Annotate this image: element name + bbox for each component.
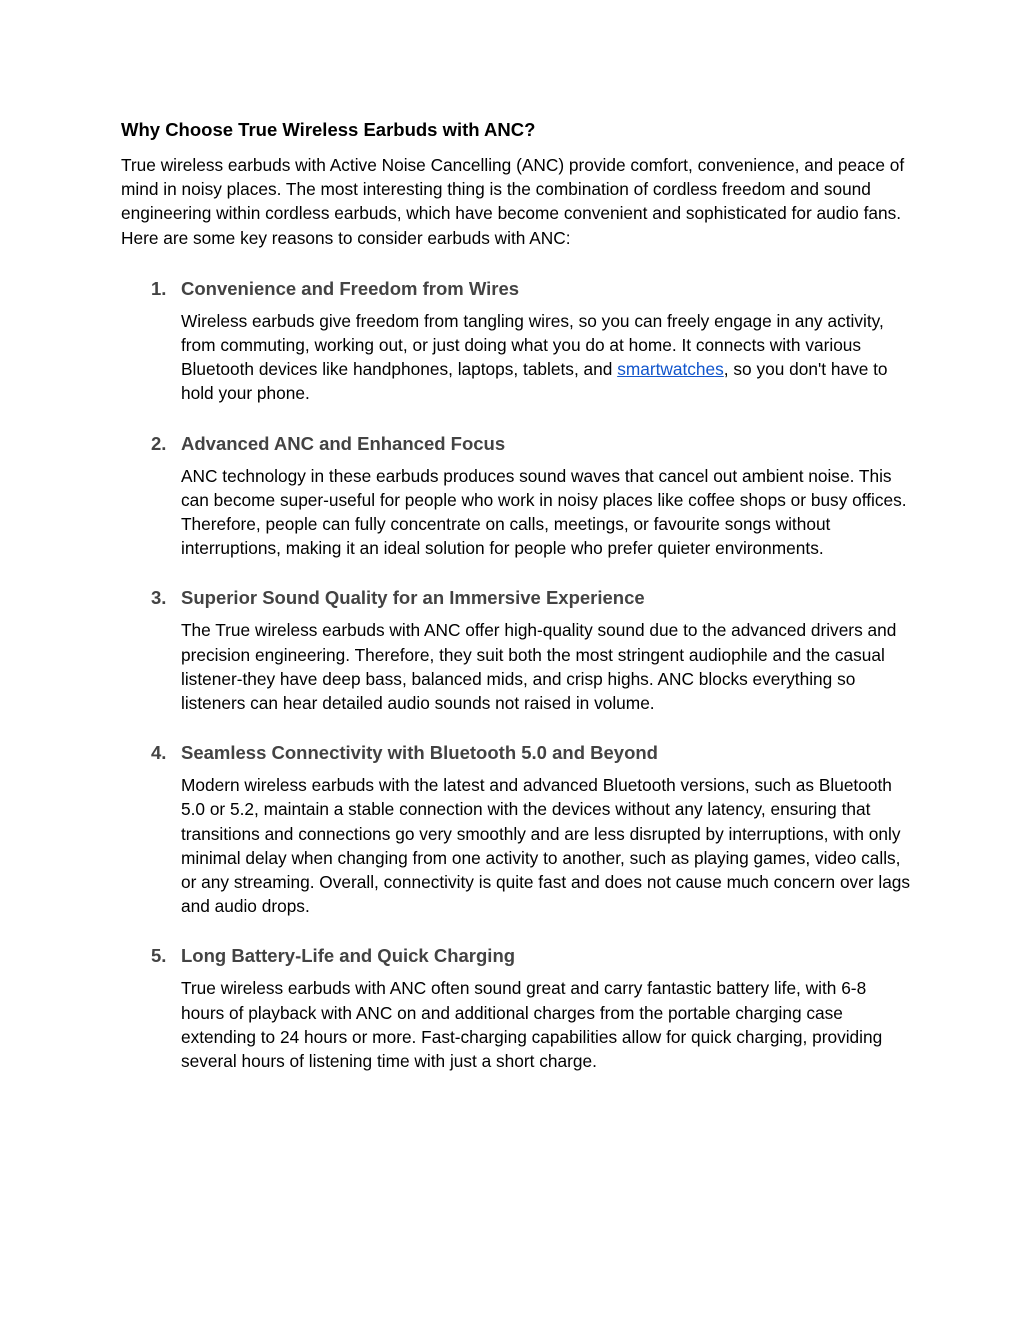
reason-item-2 bbox=[121, 432, 911, 561]
reason-item-1 bbox=[121, 277, 911, 406]
reason-title: Advanced ANC and Enhanced Focus bbox=[181, 432, 506, 454]
reason-number: 4. bbox=[151, 742, 167, 764]
document-title: Why Choose True Wireless Earbuds with ANC? bbox=[121, 119, 536, 140]
reason-title: Convenience and Freedom from Wires bbox=[181, 277, 520, 299]
reason-title: Long Battery-Life and Quick Charging bbox=[181, 945, 516, 967]
reason-body: Modern wireless earbuds with the latest and advanced Bluetooth versions, such as Bluetooth 5.0 or 5.2, maintain a stable connection with the devices without any latency, ensuring that transitions and connections go very smoothly and are less disrupted by interruptions, with only minimal delay when changing from one activity to another, such as playing games, video calls, or any streaming. Overall, connectivity is quite fast and does not cause much concern over lags and audio drops. bbox=[181, 775, 911, 917]
reason-body-text: Wireless earbuds give freedom from tangling wires, so you can freely engage in any activity, from commuting, working out, or just doing what you do at home. It connects with various Bluetooth devices like handphones, laptops, tablets, and bbox=[181, 310, 884, 380]
reason-number: 2. bbox=[151, 432, 167, 454]
reason-body: The True wireless earbuds with ANC offer high-quality sound due to the advanced drivers and precision engineering. Therefore, they suit both the most stringent audiophile and the casual listener-they have deep bass, balanced mids, and crisp highs. ANC blocks everything so listeners can hear detailed audio sounds not raised in volume. bbox=[181, 620, 897, 714]
reasons-list bbox=[121, 277, 911, 1073]
reason-body: ANC technology in these earbuds produces sound waves that cancel out ambient noise. This can become super-useful for people who work in noisy places like coffee shops or busy offices. Therefore, people can fully concentrate on calls, meetings, or favourite songs without interruptions, making it an ideal solution for people who prefer quieter environments. bbox=[181, 465, 907, 559]
reason-body bbox=[181, 309, 911, 406]
reason-item-5 bbox=[121, 944, 911, 1073]
reason-item-4 bbox=[121, 741, 911, 918]
reason-title: Superior Sound Quality for an Immersive Experience bbox=[181, 587, 645, 609]
reason-number: 3. bbox=[151, 587, 167, 609]
reason-body: True wireless earbuds with ANC often sound great and carry fantastic battery life, with 6-8 hours of playback with ANC on and additional charges from the portable charging case extending to 24 hours or more. Fast-charging capabilities allow for quick charging, providing several hours of listening time with just a short charge. bbox=[181, 978, 883, 1072]
reason-item-3 bbox=[121, 586, 911, 715]
reason-title: Seamless Connectivity with Bluetooth 5.0 and Beyond bbox=[181, 742, 658, 764]
reason-body-text: , so you don't have to hold your phone. bbox=[181, 359, 888, 404]
document-page bbox=[121, 118, 911, 1099]
intro-paragraph: True wireless earbuds with Active Noise Cancelling (ANC) provide comfort, convenience, and peace of mind in noisy places. The most interesting thing is the combination of cordless freedom and sound engineering within cordless earbuds, which have become convenient and sophisticated for audio fans. Here are some key reasons to consider earbuds with ANC: bbox=[121, 155, 905, 248]
reason-number: 1. bbox=[151, 277, 167, 299]
smartwatches-link[interactable]: smartwatches bbox=[617, 359, 724, 380]
reason-number: 5. bbox=[151, 945, 167, 967]
